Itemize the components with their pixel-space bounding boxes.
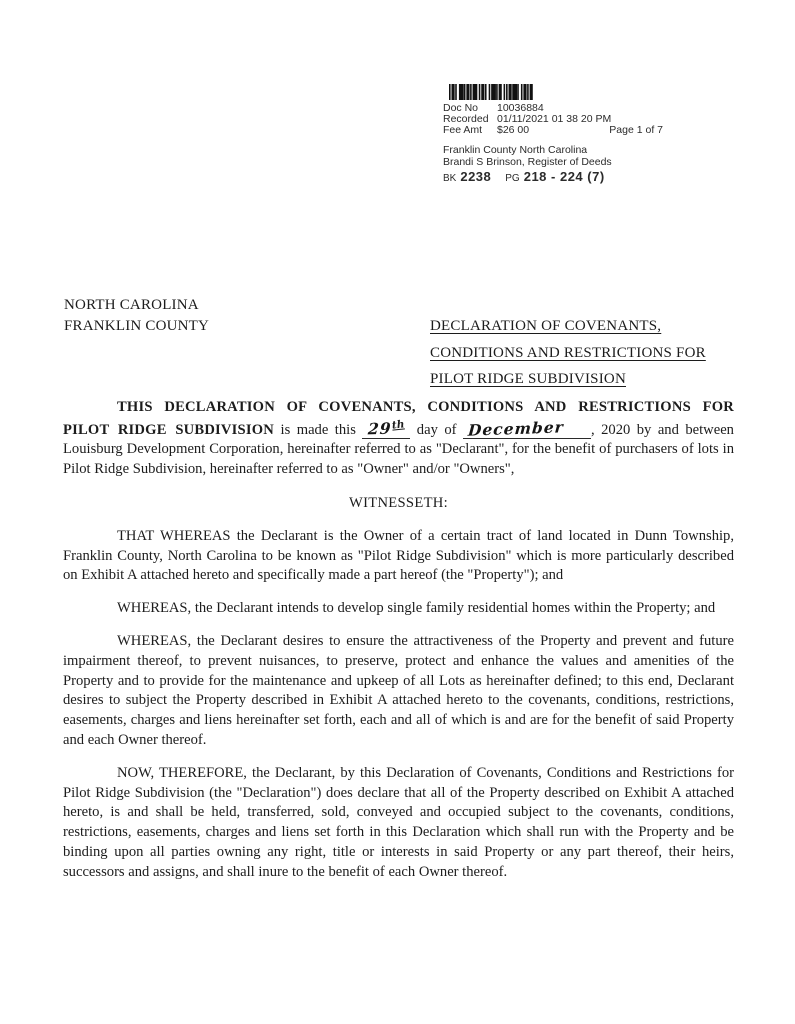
book-label: BK (443, 173, 457, 184)
paragraph-now-therefore: NOW, THEREFORE, the Declarant, by this Declaration of Covenants, Conditions and Restrictions for Pilot Ridge Subdivision (the "Declaration") does declare that all of the Property described on Exhibit A attached hereto, is and shall be held, transferred, sold, conveyed and occupied subject to the covenants, conditions, restrictions, easements, charges and liens set forth in this Declaration which shall run with the Property and be binding upon all parties owning any right, title or interests in said Property or any part thereof, their heirs, successors and assigns, and shall inure to the benefit of each Owner thereof. (63, 764, 734, 880)
fee-value: $26 00 (497, 124, 530, 136)
paragraph-whereas-desires: WHEREAS, the Declarant desires to ensure the attractiveness of the Property and prevent and future impairment thereof, to prevent nuisances, to preserve, protect and enhance the values and amenities of the Property and to provide for the maintenance and upkeep of all Lots as hereinafter defined; to this end, Declarant desires to subject the Property described in Exhibit A attached hereto to the covenants, conditions, restrictions, easements, charges and liens hereinafter set forth, each and all of which is and are for the benefit of said Property and each Owner thereof. (63, 633, 734, 749)
opening-text-3: , 2020 by and between Louisburg Development Corporation, hereinafter referred to as "Declarant", for the benefit of purchasers of lots in Pilot Ridge Subdivision, hereinafter referred to as "Owner" and/or "Owners", (63, 421, 734, 478)
doc-no-value: 10036884 (497, 102, 544, 114)
fee-row (443, 125, 663, 136)
fee-label: Fee Amt (443, 124, 483, 136)
book-value: 2238 (460, 169, 492, 184)
barcode-image (449, 84, 573, 100)
witnesseth-heading: WITNESSETH: (349, 495, 448, 512)
document-body (63, 398, 734, 883)
stamp-county-line: Franklin County North Carolina (443, 144, 588, 156)
recorded-value: 01/11/2021 01 38 20 PM (497, 113, 612, 125)
stamp-office-block (443, 144, 663, 168)
opening-text-2: day of (410, 421, 463, 438)
paragraph-whereas-intends: WHEREAS, the Declarant intends to develop single family residential homes within the Property; and (117, 600, 716, 617)
handwritten-day-suffix: th (391, 418, 405, 432)
doc-no-label: Doc No (443, 102, 479, 114)
handwritten-month: December (467, 416, 565, 440)
page-label: PG (505, 173, 520, 184)
page-value: 218 - 224 (7) (523, 169, 605, 184)
stamp-register-line: Brandi S Brinson, Register of Deeds (443, 156, 612, 168)
paragraph-opening (63, 398, 734, 480)
title-line-1: DECLARATION OF COVENANTS, (430, 318, 662, 334)
handwritten-day: 29 (367, 418, 393, 439)
title-line-2: CONDITIONS AND RESTRICTIONS FOR (430, 344, 706, 361)
book-page-row (443, 171, 663, 184)
recorded-label: Recorded (443, 113, 489, 125)
opening-bold-runin: THIS DECLARATION OF COVENANTS, CONDITIONS AND RESTRICTIONS FOR PILOT RIDGE SUBDIVISION (63, 399, 734, 438)
document-title (430, 313, 726, 393)
state-line: NORTH CAROLINA (64, 297, 199, 313)
title-line-3: PILOT RIDGE SUBDIVISION (430, 371, 626, 387)
handwritten-day-blank (362, 418, 410, 439)
stamp-fields (443, 103, 663, 136)
opening-text: is made this (274, 421, 363, 438)
recorder-stamp (443, 84, 663, 184)
state-county-header (64, 295, 209, 337)
paragraph-whereas-owner: THAT WHEREAS the Declarant is the Owner of a certain tract of land located in Dunn Township, Franklin County, North Carolina to be known as "Pilot Ridge Subdivision" which is more particularly described on Exhibit A attached hereto and specifically made a part hereof (the "Property"); and (63, 527, 734, 584)
county-line: FRANKLIN COUNTY (64, 318, 210, 334)
handwritten-month-blank (463, 416, 591, 440)
page-count: Page 1 of 7 (609, 124, 663, 136)
